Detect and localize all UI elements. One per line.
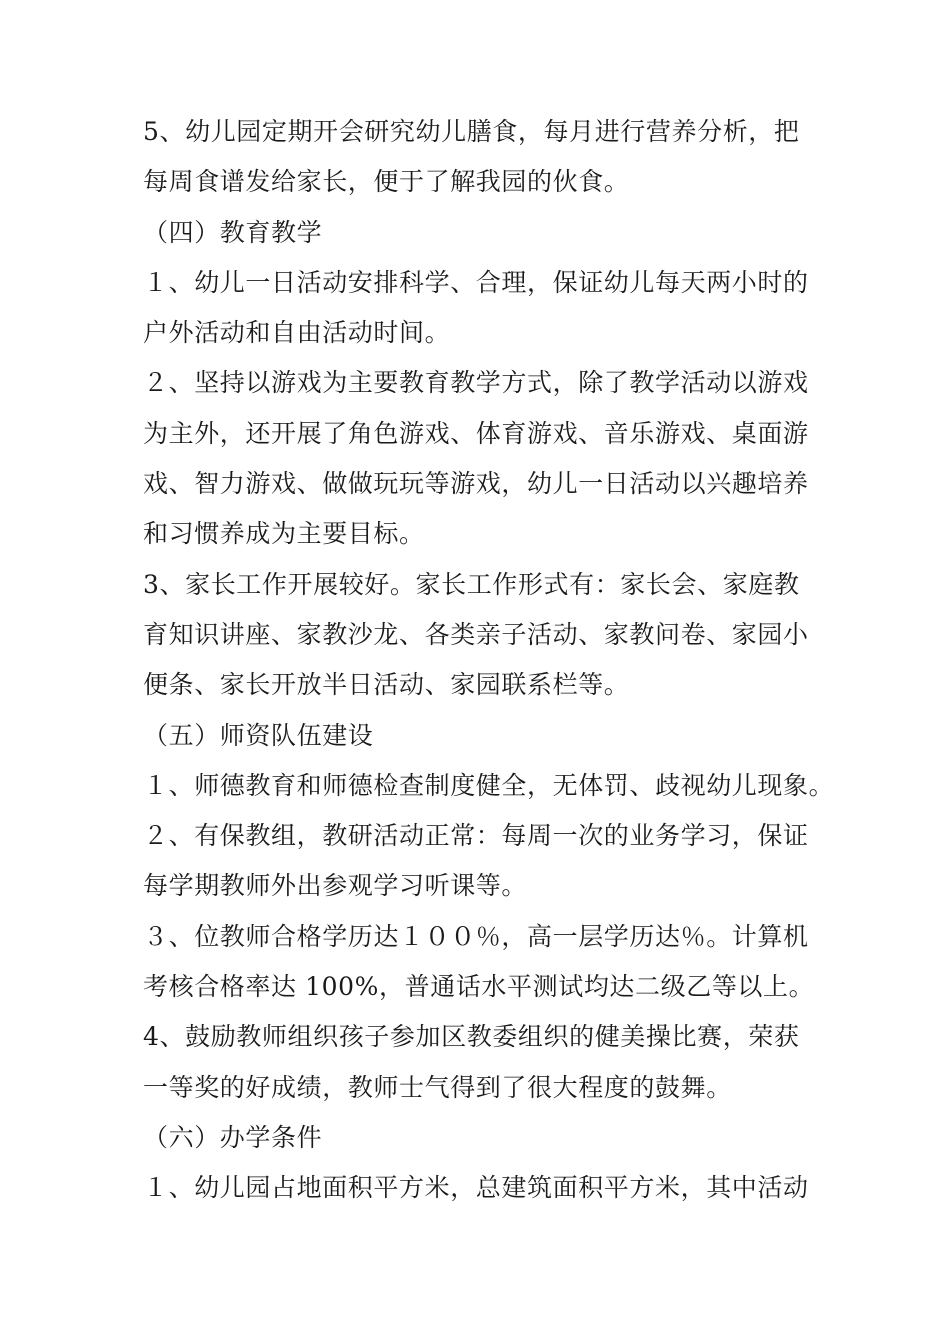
text-line: 每学期教师外出参观学习听课等。 <box>143 871 528 901</box>
paragraph-teaching-research <box>143 811 823 912</box>
text-line: ３、位教师合格学历达１００％，高一层学历达％。计算机 <box>143 921 809 951</box>
text-line: ２、有保教组，教研活动正常：每周一次的业务学习，保证 <box>143 821 809 851</box>
section-heading: （四）教育教学 <box>143 217 323 247</box>
paragraph-games <box>143 358 823 559</box>
text-line: 育知识讲座、家教沙龙、各类亲子活动、家教问卷、家园小 <box>143 619 809 649</box>
text-line: 一等奖的好成绩，教师士气得到了很大程度的鼓舞。 <box>143 1072 732 1102</box>
section-heading-education <box>143 208 823 258</box>
paragraph-parent-work <box>143 560 823 711</box>
section-heading-conditions <box>143 1113 823 1163</box>
paragraph-ethics <box>143 761 835 811</box>
text-line: 戏、智力游戏、做做玩玩等游戏，幼儿一日活动以兴趣培养 <box>143 469 809 499</box>
text-line: 便条、家长开放半日活动、家园联系栏等。 <box>143 670 630 700</box>
paragraph-daily-activities <box>143 258 823 359</box>
section-heading: （五）师资队伍建设 <box>143 720 374 750</box>
text-line: 考核合格率达 100%，普通话水平测试均达二级乙等以上。 <box>143 972 815 1002</box>
text-line: １、幼儿园占地面积平方米，总建筑面积平方米，其中活动 <box>143 1173 809 1203</box>
text-line: 和习惯养成为主要目标。 <box>143 519 425 549</box>
text-line: 5、幼儿园定期开会研究幼儿膳食，每月进行营养分析，把 <box>143 117 800 146</box>
paragraph-area <box>143 1163 823 1213</box>
paragraph-competition <box>143 1012 823 1113</box>
text-line: 为主外，还开展了角色游戏、体育游戏、音乐游戏、桌面游 <box>143 418 809 448</box>
text-line: １、幼儿一日活动安排科学、合理，保证幼儿每天两小时的 <box>143 267 809 297</box>
section-heading: （六）办学条件 <box>143 1122 323 1152</box>
text-line: １、师德教育和师德检查制度健全，无体罚、歧视幼儿现象。 <box>143 770 835 800</box>
text-line: 每周食谱发给家长，便于了解我园的伙食。 <box>143 167 630 197</box>
paragraph-meals <box>143 107 823 208</box>
text-line: 4、鼓励教师组织孩子参加区教委组织的健美操比赛，荣获 <box>143 1022 800 1052</box>
text-line: 3、家长工作开展较好。家长工作形式有：家长会、家庭教 <box>143 569 800 599</box>
paragraph-qualifications <box>143 912 823 1013</box>
document-body <box>143 107 835 1214</box>
section-heading-teachers <box>143 711 823 761</box>
text-line: 户外活动和自由活动时间。 <box>143 318 451 348</box>
text-line: ２、坚持以游戏为主要教育教学方式，除了教学活动以游戏 <box>143 368 809 398</box>
